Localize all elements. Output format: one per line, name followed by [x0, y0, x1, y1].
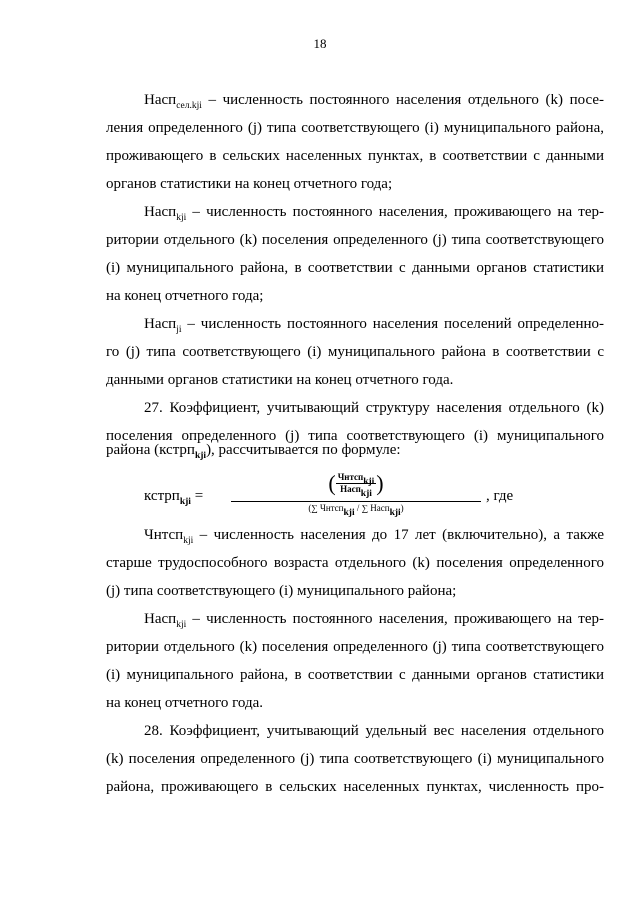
- p2-line-1: [144, 203, 604, 221]
- p2-line-3: (i) муниципального района, в соответствии с данными органов статистики: [106, 260, 604, 276]
- formula-lhs-subscript: kji: [179, 497, 191, 507]
- p2-text: – численность постоянного населения, проживающего на тер-: [192, 204, 605, 220]
- formula-inner-bottom-variable: Насп: [340, 484, 361, 494]
- formula-inner-top: [336, 472, 377, 487]
- p6-variable: Насп: [144, 611, 177, 627]
- p6-line-2: ритории отдельного (k) поселения определенного (j) типа соответствующего: [106, 639, 604, 655]
- p4-line-3: [106, 441, 604, 459]
- p6-variable-subscript: kji: [176, 620, 187, 630]
- formula-inner-top-variable: Чнтсп: [337, 472, 364, 482]
- p6-line-4: на конец отчетного года.: [106, 695, 263, 711]
- p7-line-3: района, проживающего в сельских населенных пунктах, численность про-: [106, 779, 604, 795]
- p4-line-3-prefix: района (: [106, 442, 160, 458]
- p5-line-2: старше трудоспособного возраста отдельного (k) поселения определенного: [106, 555, 604, 571]
- formula-inner-bottom-subscript: kji: [360, 489, 372, 499]
- formula-fraction-bar: [231, 501, 481, 502]
- formula-numerator: [231, 470, 481, 499]
- p3-text: – численность постоянного населения поселений определенно-: [187, 316, 604, 332]
- p2-variable: Насп: [144, 204, 177, 220]
- p7-line-1: 28. Коэффициент, учитывающий удельный вес населения отдельного: [144, 723, 604, 739]
- formula-tail: , где: [486, 488, 514, 504]
- p2-line-4: на конец отчетного года;: [106, 288, 264, 304]
- p1-text: – численность постоянного населения отдельного (k) посе-: [208, 92, 604, 108]
- formula-num-open-paren: (: [328, 470, 336, 496]
- p5-variable-subscript: kji: [183, 536, 194, 546]
- formula-den-part-1: (∑ Чнтсп: [308, 503, 344, 513]
- formula-kstrp: [144, 468, 604, 528]
- p4-line-3-variable: кстрп: [159, 442, 195, 458]
- p1-variable: Насп: [144, 92, 177, 108]
- p3-line-2: го (j) типа соответствующего (i) муниципального района в соответствии с: [106, 344, 604, 360]
- p3-variable-subscript: ji: [176, 325, 182, 335]
- p4-line-3-suffix: ), рассчитывается по формуле:: [206, 442, 401, 458]
- formula-den-subscript-2: kji: [389, 508, 401, 518]
- p5-text: – численность населения до 17 лет (включительно), а также: [199, 527, 605, 543]
- formula-den-subscript-1: kji: [343, 508, 355, 518]
- formula-den-part-2: / ∑ Насп: [354, 503, 390, 513]
- formula-inner-bottom: [336, 484, 377, 499]
- formula-lhs: [144, 488, 203, 505]
- p7-line-2: (k) поселения определенного (j) типа соответствующего (i) муниципального: [106, 751, 604, 767]
- p5-line-1: [144, 526, 604, 544]
- formula-denominator: [231, 503, 481, 518]
- formula-den-part-3: ): [400, 503, 404, 513]
- p3-variable: Насп: [144, 316, 177, 332]
- p4-line-1: 27. Коэффициент, учитывающий структуру населения отдельного (k): [144, 400, 604, 416]
- p1-line-2: ления определенного (j) типа соответствующего (i) муниципального района,: [106, 120, 604, 136]
- formula-num-close-paren: ): [376, 470, 384, 496]
- p1-line-4: органов статистики на конец отчетного года;: [106, 176, 393, 192]
- p2-line-2: ритории отдельного (k) поселения определенного (j) типа соответствующего: [106, 232, 604, 248]
- p1-variable-subscript: сел.kji: [176, 101, 202, 111]
- formula-lhs-variable: кстрп: [144, 488, 180, 504]
- page-number: 18: [313, 36, 327, 51]
- formula-inner-fraction: [336, 472, 377, 499]
- p1-line-3: проживающего в сельских населенных пунктах, в соответствии с данными: [106, 148, 604, 164]
- formula-inner-top-subscript: kji: [363, 477, 375, 487]
- p1-line-1: [144, 91, 604, 109]
- p6-line-3: (i) муниципального района, в соответствии с данными органов статистики: [106, 667, 604, 683]
- p4-line-3-subscript: kji: [194, 451, 207, 461]
- p4-line-2: поселения определенного (j) типа соответствующего (i) муниципального: [106, 428, 604, 444]
- p5-line-3: (j) типа соответствующего (i) муниципального района;: [106, 583, 457, 599]
- formula-equals: =: [194, 488, 204, 504]
- p6-text: – численность постоянного населения, проживающего на тер-: [192, 611, 605, 627]
- p3-line-1: [144, 315, 604, 333]
- p5-variable: Чнтсп: [144, 527, 184, 543]
- p6-line-1: [144, 610, 604, 628]
- p2-variable-subscript: kji: [176, 213, 187, 223]
- p3-line-3: данными органов статистики на конец отчетного года.: [106, 372, 454, 388]
